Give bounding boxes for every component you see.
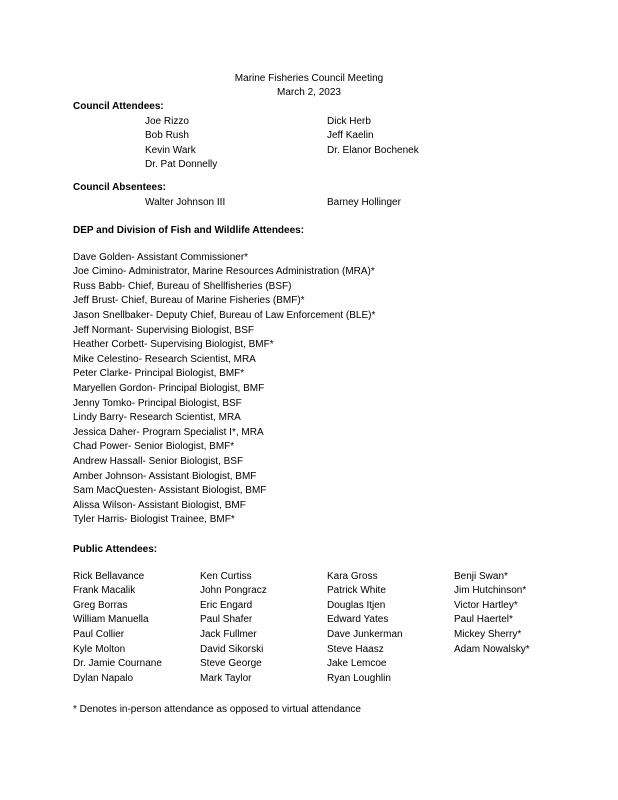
list-item: Dr. Pat Donnelly (145, 159, 218, 171)
council-attendees-col2 (327, 115, 419, 159)
list-item: Andrew Hassall- Senior Biologist, BSF (73, 455, 244, 467)
public-attendees-col4 (454, 570, 530, 658)
council-absentees-section (73, 181, 401, 211)
list-item: Paul Shafer (200, 614, 253, 626)
public-attendees-col3 (327, 570, 403, 687)
council-absentees-heading: Council Absentees: (73, 182, 166, 193)
list-item: Walter Johnson III (145, 196, 226, 208)
list-item: Jeff Normant- Supervising Biologist, BSF (73, 324, 255, 336)
list-item: Lindy Barry- Research Scientist, MRA (73, 412, 241, 424)
list-item: Paul Haertel* (454, 614, 513, 626)
list-item: Jack Fullmer (200, 628, 257, 640)
list-item: Adam Nowalsky* (454, 643, 530, 655)
list-item: Dr. Jamie Cournane (73, 658, 162, 670)
list-item: Joe Rizzo (145, 115, 189, 127)
title-block (0, 72, 618, 100)
list-item: Ken Curtiss (200, 570, 252, 582)
list-item: Amber Johnson- Assistant Biologist, BMF (73, 470, 257, 482)
list-item: Kyle Molton (73, 643, 126, 655)
list-item: Barney Hollinger (327, 196, 401, 208)
list-item: Jessica Daher- Program Specialist I*, MRA (73, 426, 264, 438)
list-item: John Pongracz (200, 585, 267, 597)
list-item: Jim Hutchinson* (454, 585, 527, 597)
dep-attendees-list (73, 251, 375, 528)
council-absentees-grid (73, 196, 401, 211)
list-item: Chad Power- Senior Biologist, BMF* (73, 441, 235, 453)
list-item: Dylan Napalo (73, 672, 134, 684)
list-item: Eric Engard (200, 599, 253, 611)
list-item: Dave Golden- Assistant Commissioner* (73, 251, 249, 263)
list-item: Kevin Wark (145, 144, 196, 156)
list-item: Victor Hartley* (454, 599, 518, 611)
list-item: Jason Snellbaker- Deputy Chief, Bureau of Law Enforcement (BLE)* (73, 309, 376, 321)
council-attendees-grid (73, 115, 419, 175)
list-item: Rick Bellavance (73, 570, 145, 582)
list-item: David Sikorski (200, 643, 264, 655)
council-absentees-col1 (145, 196, 225, 211)
list-item: Kara Gross (327, 570, 378, 582)
list-item: Benji Swan* (454, 570, 508, 582)
list-item: Steve George (200, 658, 262, 670)
dep-attendees-section (73, 224, 375, 528)
list-item: Jeff Kaelin (327, 130, 374, 142)
list-item: Steve Haasz (327, 643, 384, 655)
list-item: Maryellen Gordon- Principal Biologist, BMF (73, 382, 265, 394)
list-item: Bob Rush (145, 130, 189, 142)
list-item: Frank Macalik (73, 585, 136, 597)
list-item: Sam MacQuesten- Assistant Biologist, BMF (73, 485, 267, 497)
list-item: Patrick White (327, 585, 386, 597)
list-item: Heather Corbett- Supervising Biologist, BMF* (73, 339, 274, 351)
list-item: Mickey Sherry* (454, 628, 522, 640)
council-attendees-heading: Council Attendees: (73, 101, 164, 112)
list-item: Jake Lemcoe (327, 658, 387, 670)
list-item: Dr. Elanor Bochenek (327, 144, 419, 156)
dep-attendees-heading: DEP and Division of Fish and Wildlife Attendees: (73, 225, 305, 236)
public-attendees-col1 (73, 570, 162, 687)
list-item: Jeff Brust- Chief, Bureau of Marine Fisheries (BMF)* (73, 295, 305, 307)
list-item: Dave Junkerman (327, 628, 403, 640)
list-item: Paul Collier (73, 628, 125, 640)
public-attendees-grid (73, 570, 530, 688)
list-item: Peter Clarke- Principal Biologist, BMF* (73, 368, 245, 380)
council-attendees-col1 (145, 115, 217, 173)
meeting-date: March 2, 2023 (277, 87, 341, 98)
list-item: Mike Celestino- Research Scientist, MRA (73, 353, 256, 365)
footnote: * Denotes in-person attendance as opposed to virtual attendance (73, 704, 361, 715)
list-item: Mark Taylor (200, 672, 252, 684)
list-item: Dick Herb (327, 115, 371, 127)
council-attendees-section (73, 100, 419, 175)
list-item: Ryan Loughlin (327, 672, 391, 684)
list-item: Tyler Harris- Biologist Trainee, BMF* (73, 514, 235, 526)
list-item: Russ Babb- Chief, Bureau of Shellfisheries (BSF) (73, 280, 292, 292)
public-attendees-heading: Public Attendees: (73, 544, 158, 555)
public-attendees-section (73, 543, 530, 688)
list-item: Douglas Itjen (327, 599, 386, 611)
list-item: Jenny Tomko- Principal Biologist, BSF (73, 397, 242, 409)
list-item: Joe Cimino- Administrator, Marine Resources Administration (MRA)* (73, 266, 375, 278)
public-attendees-col2 (200, 570, 267, 687)
list-item: Edward Yates (327, 614, 389, 626)
council-absentees-col2 (327, 196, 401, 211)
list-item: Greg Borras (73, 599, 128, 611)
list-item: Alissa Wilson- Assistant Biologist, BMF (73, 499, 246, 511)
list-item: William Manuella (73, 614, 149, 626)
meeting-title: Marine Fisheries Council Meeting (234, 73, 384, 84)
